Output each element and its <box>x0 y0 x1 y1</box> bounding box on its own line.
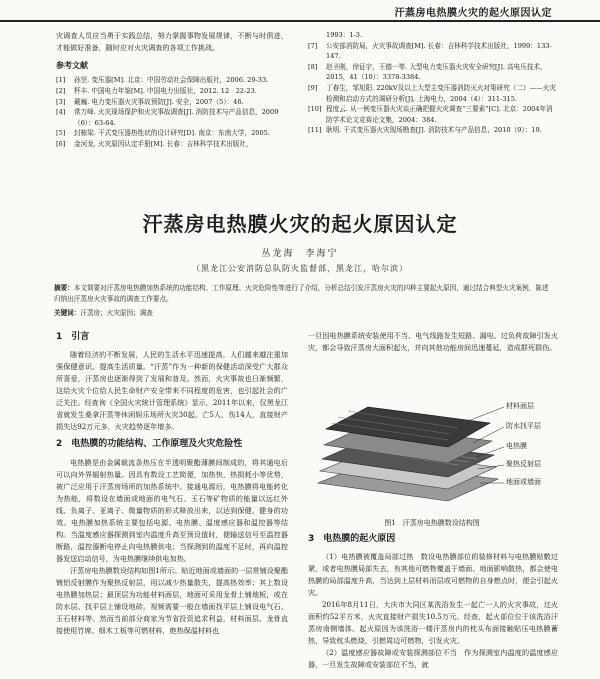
section-2-text-1: 电热膜是由金属载流条热压在半透明聚酯薄膜间制成的，将其通电后可以向外界辐射热量。因具有数设工艺简便，加热快，热损耗小等优势，被广泛应用于汗蒸房场所的加热系统中。接通电源后，电热膜将电能转化为热能，将数设在墙面或地面的电气石、玉石等矿物质的能量以远红外线、负离子、亚离子、微量物质的形式释放出来，以达到保健、健身的功效。电热膜加热系统主要包括电源、电热膜、温度感应器和温控器等结构。当温度感应器探测到室内温度升高至预设值时，便输送信号至温控器断路，温控器断电停止向电热膜供电；当探测到的温度不足时，再向温控器发送启动信号，为电热膜继续供电加热。 <box>56 457 288 563</box>
reference-text: 戴巍. 电力变压器火灾事故预防[J]. 安全，2007（5）：46. <box>74 97 244 106</box>
authors: 丛龙海 李海宁 <box>261 249 339 259</box>
reference-text: 金河龙. 火灾原因认定手册[M]. 长春：吉林科学技术出版社， <box>74 139 253 148</box>
reference-text: 耿明. 干式变压器火灾现场勘查[J]. 消防技术与产品信息，2010（9）：19. <box>326 126 542 135</box>
section-3-text-1: （1）电热膜被覆盖局部过热 数设电热膜部位的装修材料与电热膜贴敷过紧，或者电热膜局部失去，有其他可燃物覆盖于墙面、地面影响散热，都会使电热膜的局部温度升高，当达到上层材料而层或可燃物的自身燃点时，便会引起火灾。 <box>308 552 558 598</box>
right-continuation-text: 一旦因电热膜系统安装使用不当、电气线路发生短路、漏电、过负荷故障引发火灾，都会导致汗蒸房大面积起火，并向其他功能房间迅速蔓延，造成群死群伤。 <box>308 331 558 352</box>
reference-number: [6] <box>56 139 66 148</box>
section-1-heading: 1 引言 <box>56 332 90 342</box>
reference-number: [1] <box>56 76 66 85</box>
keywords-label: 关键词： <box>54 309 81 317</box>
top-right-column <box>308 30 558 136</box>
section-1-text: 随着经济的不断发展，人民的生活水平迅速提高，人们越来越注重加强保健意识、提高生活质量。“汗蒸”作为一种新的保健活动深受广大群众所喜爱，汗蒸房也逐渐得到了发展和普及。然而，火灾事故也日渐频繁，这给火灾个位给人民生命财产安全带来不同程度的危害，也引起社会的广泛关注。经查询《全国火灾统计管理系统》显示，2011年以来，仅黑龙江省就发生桑拿汗蒸等休闲娱乐场所火灾30起，亡5人，伤14人，直接财产损失达92万元多，火灾趋势逐年增多。 <box>56 350 288 432</box>
keywords <box>54 308 554 319</box>
article-title: 汗蒸房电热膜火灾的起火原因认定 <box>142 212 458 236</box>
reference-number: [11] <box>308 126 322 135</box>
reference-text: 杯丰. 中国电力年鉴[M]. 中国电力出版社，2012. 12 22-23. <box>74 87 257 95</box>
reference-number: [2] <box>56 87 66 95</box>
section-3-heading: 3 电热膜的起火原因 <box>308 534 396 544</box>
reference-item <box>308 62 558 83</box>
reference-number: [7] <box>308 41 318 50</box>
running-head <box>0 0 600 22</box>
reference-text: 赵圣刚，徐征宇，王德一等. 大型电力变压器火灾安全研究[J]. 高电压技术，2015，41（10）：3378-3384. <box>326 62 547 82</box>
body-left-column <box>56 326 288 637</box>
figure-label-4: 聚热反射层 <box>506 460 541 468</box>
figure-caption: 图1 汗蒸房电热膜数设结构图 <box>384 519 480 527</box>
section-3-text-3: （2）温度感应器故障或安装探测部位不当 作为探测室内温度的温度感应器，一旦发生故障或安装部位不当，就 <box>308 648 558 670</box>
reference-text: 程度云. 从一例变压器火灾谈正确把握火灾调查“三要素”[C]. 北京：2004年消防学术论文竞赛论文集，2004：384. <box>326 105 553 124</box>
abstract-label: 摘要： <box>54 284 74 292</box>
reference-item <box>308 125 558 136</box>
figure-label-1: 材料面层 <box>506 402 534 410</box>
figure-1 <box>308 383 556 515</box>
affiliation: （黑龙江公安消防总队防火监督部，黑龙江，哈尔滨） <box>192 264 408 273</box>
reference-item <box>308 104 558 125</box>
reference-item <box>56 128 288 139</box>
reference-item <box>308 83 558 104</box>
figure-label-5: 地面或墙面 <box>506 478 541 486</box>
reference-number: [9] <box>308 83 318 92</box>
reference-text: 公安部消防局，火灾事故调查[M]. 长春：吉林科学技术出版社，1999：133-147. <box>326 41 552 61</box>
top-left-column <box>56 30 288 150</box>
reference-number: [10] <box>308 105 322 114</box>
abstract <box>54 283 554 305</box>
section-2-heading: 2 电热膜的功能结构、工作原理及火灾危险性 <box>56 439 243 450</box>
reference-number <box>308 30 326 41</box>
reference-text: 封栋梁. 干式变压器热性状的设计研究[D]. 南京：东南大学，2005. <box>74 129 270 138</box>
reference-number: [3] <box>56 97 66 106</box>
running-head-title: 汗蒸房电热膜火灾的起火原因认定 <box>394 8 552 19</box>
reference-number: [8] <box>308 62 318 71</box>
reference-item <box>56 107 288 128</box>
body-right-bottom <box>308 534 558 671</box>
reference-text: 丁春生，邹旭阳. 220kV及以上大型主变压器消防灭火对策研究（二）——火灾检测和启动方式的调研分析[J]. 上海电力，2004（4）：311-315. <box>326 83 556 103</box>
reference-item <box>56 97 288 108</box>
reference-number: [5] <box>56 129 66 138</box>
reference-item <box>308 41 558 62</box>
closing-paragraph: 灾调查人员应当勇于实践总结，努力掌握事物发展规律，不断与时俱进，才能做好准备，随时应对火灾调查的各项工作挑战。 <box>56 31 288 52</box>
reference-text: 常万峰. 火灾现场保护和火灾事故调查[J]. 消防技术与产品信息，2009（6）：63-64. <box>74 108 279 127</box>
figure-label-3: 电热膜 <box>506 442 527 450</box>
section-3-text-2: 2016年8月11日，大庆市大同区某洗浴发生一起亡一人的火灾事故，过火面积约52平方米，火灾直接财产损失10.5万元。经查，起火部位位于该洗浴汗蒸房南侧墙体。起火原因为该洗浴一楼汗蒸房内的枕头布面接触贴压电热膜蓄热，导致枕头燃烧，引燃周边可燃物，引发火灾。 <box>308 600 558 646</box>
reference-number: [4] <box>56 108 66 117</box>
reference-item <box>56 75 288 86</box>
keywords-text: 汗蒸房；火灾原因；调查 <box>80 309 153 317</box>
figure-label-2: 防水找平层 <box>506 422 541 430</box>
reference-text: 1993：1-3. <box>326 31 363 39</box>
body-right-top <box>308 330 558 354</box>
abstract-text: 本文简要对汗蒸房电热膜加热系统的功能结构、工作原理、火灾危险性等进行了介绍，分析总结引发汗蒸房火灾的四种主要起火原因，通过结合典型火灾案例，陈述归纳出汗蒸房火灾事故的调查工作要点。 <box>54 284 549 303</box>
references-heading: 参考文献 <box>56 61 88 70</box>
references-right-list <box>308 30 558 136</box>
reference-item <box>56 86 288 97</box>
reference-text: 孙坚. 变压器[M]. 北京：中国劳动社会保障出版社，2006. 29-33. <box>74 76 269 85</box>
section-2-text-2: 汗蒸房电热膜数设结构如图1所示。贴近地面或墙面的一层常铺设聚酯镀铝反射膜作为聚热反射层，用以减少热量散失，提高热效率；其上数设电热膜加热层；最顶层为功能材料面层，地面可采用龙骨上铺地板，或在防水层、找平层上铺设地砖。视频需要一般在墙面找平层上铺设电气石、玉石材料等。然而当前部分商家为节省投资追求利益，材料面层、龙骨直接使用竹席、细木工板等可燃材料，绝热保温材料也 <box>56 565 288 635</box>
reference-item <box>56 139 288 150</box>
reference-item <box>308 30 558 41</box>
references-left-list <box>56 75 288 149</box>
